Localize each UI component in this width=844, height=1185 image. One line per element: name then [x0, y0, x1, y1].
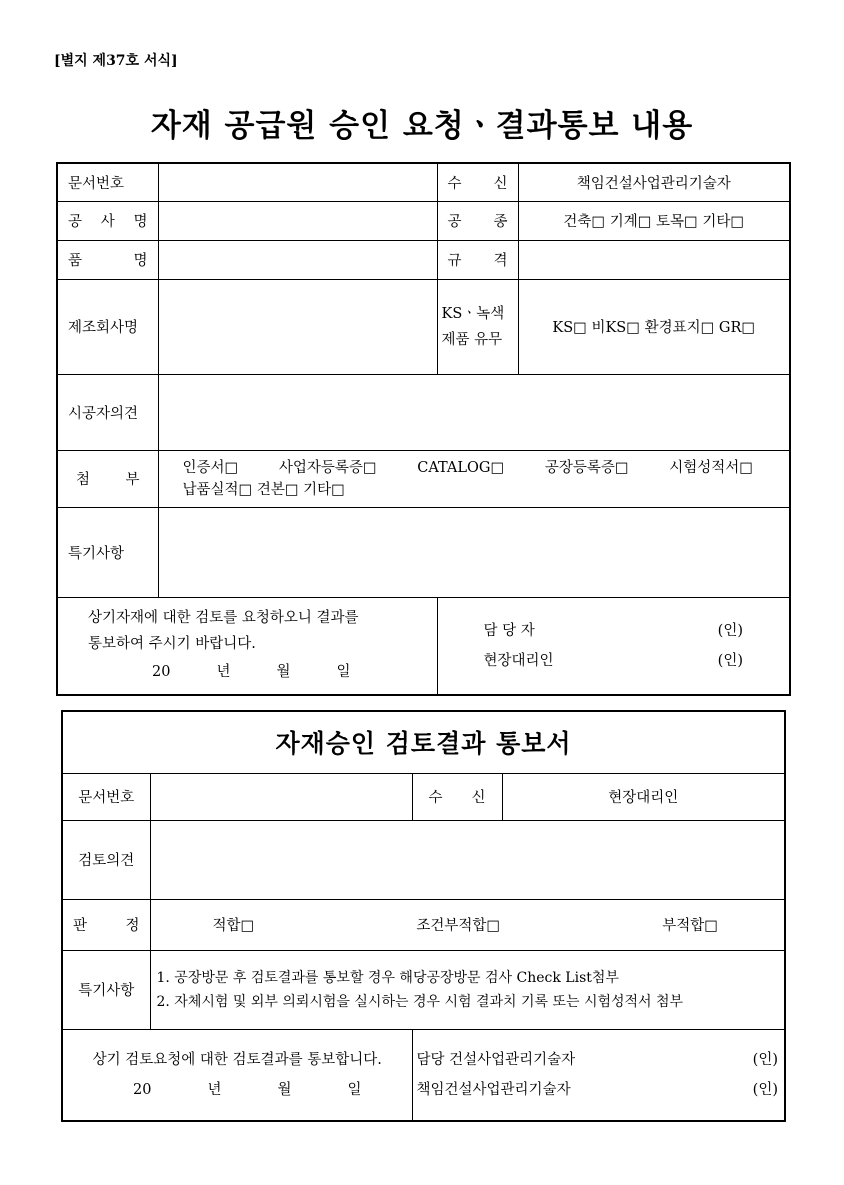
result-form-table [61, 710, 786, 1122]
date-day-unit: 일 [336, 663, 351, 680]
ks-label-line: 제품 유무 [441, 331, 503, 348]
result-doc-no-field[interactable] [150, 773, 412, 820]
manufacturer-label: 제조회사명 [57, 279, 158, 374]
request-statement [57, 597, 437, 695]
attachment-option[interactable]: CATALOG□ [417, 459, 505, 476]
attachment-option[interactable]: 공장등록증□ [544, 459, 629, 476]
signer-role: 담당 건설사업관리기술자 [416, 1051, 576, 1068]
ks-option[interactable]: 환경표지□ [644, 320, 715, 336]
attachment-line [183, 479, 780, 501]
doc-no-label: 문서번호 [57, 163, 158, 201]
work-type-option[interactable]: 기타□ [702, 214, 745, 230]
contractor-opinion-label: 시공자의견 [57, 374, 158, 450]
judgment-label: 판 정 [62, 899, 150, 950]
ks-option[interactable]: KS□ [552, 320, 587, 336]
attachment-option[interactable]: 납품실적□ [182, 481, 253, 498]
request-form-table [56, 162, 791, 696]
result-title: 자재승인 검토결과 통보서 [62, 711, 785, 773]
project-field[interactable] [158, 201, 437, 240]
manufacturer-field[interactable] [158, 279, 437, 374]
item-field[interactable] [158, 240, 437, 279]
review-opinion-label: 검토의견 [62, 820, 150, 899]
ks-label-line: KSㆍ녹색 [441, 305, 505, 322]
result-recipient-label: 수 신 [412, 773, 502, 820]
request-date [88, 657, 425, 687]
result-date [69, 1075, 406, 1105]
judgment-option[interactable]: 조건부적합□ [416, 918, 501, 934]
result-recipient-value: 현장대리인 [502, 773, 785, 820]
remarks-field[interactable] [158, 507, 790, 597]
signer-row [444, 616, 784, 646]
spec-label: 규 격 [437, 240, 518, 279]
remark-line: 2. 자체시험 및 외부 의뢰시험을 실시하는 경우 시험 결과치 기록 또는 시험성적서 첨부 [156, 993, 684, 1010]
contractor-opinion-field[interactable] [158, 374, 790, 450]
recipient-label: 수 신 [437, 163, 518, 201]
item-label: 품 명 [57, 240, 158, 279]
attachment-label: 첨 부 [57, 450, 158, 507]
work-type-option[interactable]: 건축□ [563, 214, 606, 230]
date-year-unit: 년 [207, 1081, 222, 1098]
form-number: [별지 제37호 서식] [54, 53, 178, 69]
review-opinion-field[interactable] [150, 820, 785, 899]
signer-row [417, 1075, 779, 1105]
remark-line: 1. 공장방문 후 검토결과를 통보할 경우 해당공장방문 검사 Check List첨부 [156, 969, 619, 986]
signer-role: 담 당 자 [483, 622, 535, 639]
attachment-option[interactable]: 기타□ [303, 481, 345, 498]
judgment-option[interactable]: 적합□ [212, 918, 255, 934]
work-type-option[interactable]: 토목□ [656, 214, 698, 230]
seal-mark[interactable]: (인) [752, 1051, 778, 1068]
attachment-option[interactable]: 인증서□ [182, 459, 239, 476]
signer-row [417, 1045, 779, 1075]
work-type-options [518, 201, 790, 240]
date-year-unit: 년 [216, 663, 231, 680]
attachment-option[interactable]: 사업자등록증□ [278, 459, 377, 476]
result-remarks [150, 950, 785, 1029]
signer-row [444, 646, 784, 676]
ks-options [518, 279, 790, 374]
doc-no-field[interactable] [158, 163, 437, 201]
attachment-line [183, 457, 780, 479]
date-month-unit: 월 [276, 663, 291, 680]
result-doc-no-label: 문서번호 [62, 773, 150, 820]
signer-role: 책임건설사업관리기술자 [416, 1081, 571, 1098]
result-signatures [412, 1029, 785, 1121]
work-type-label: 공 종 [437, 201, 518, 240]
ks-label [437, 279, 518, 374]
date-year: 20 [152, 663, 171, 680]
date-day-unit: 일 [347, 1081, 362, 1098]
result-statement [62, 1029, 412, 1121]
ks-option[interactable]: GR□ [718, 320, 756, 336]
work-type-option[interactable]: 기계□ [609, 214, 652, 230]
request-signatures [437, 597, 790, 695]
result-remarks-label: 특기사항 [62, 950, 150, 1029]
signer-role: 현장대리인 [483, 652, 554, 669]
remarks-label: 특기사항 [57, 507, 158, 597]
spec-field[interactable] [518, 240, 790, 279]
attachment-options [158, 450, 790, 507]
date-year: 20 [133, 1081, 152, 1098]
seal-mark[interactable]: (인) [717, 652, 743, 669]
request-text-line: 통보하여 주시기 바랍니다. [88, 635, 256, 652]
recipient-value: 책임건설사업관리기술자 [518, 163, 790, 201]
seal-mark[interactable]: (인) [717, 622, 743, 639]
attachment-option[interactable]: 견본□ [256, 481, 299, 498]
judgment-options [150, 899, 785, 950]
request-text-line: 상기자재에 대한 검토를 요청하오니 결과를 [88, 609, 359, 626]
ks-option[interactable]: 비KS□ [591, 320, 640, 336]
seal-mark[interactable]: (인) [752, 1081, 778, 1098]
notice-text: 상기 검토요청에 대한 검토결과를 통보합니다. [92, 1051, 382, 1068]
attachment-option[interactable]: 시험성적서□ [669, 459, 753, 476]
judgment-option-row [157, 914, 779, 935]
page-title: 자재 공급원 승인 요청ㆍ결과통보 내용 [150, 108, 694, 144]
project-label: 공 사 명 [57, 201, 158, 240]
date-month-unit: 월 [277, 1081, 292, 1098]
judgment-option[interactable]: 부적합□ [662, 918, 718, 934]
